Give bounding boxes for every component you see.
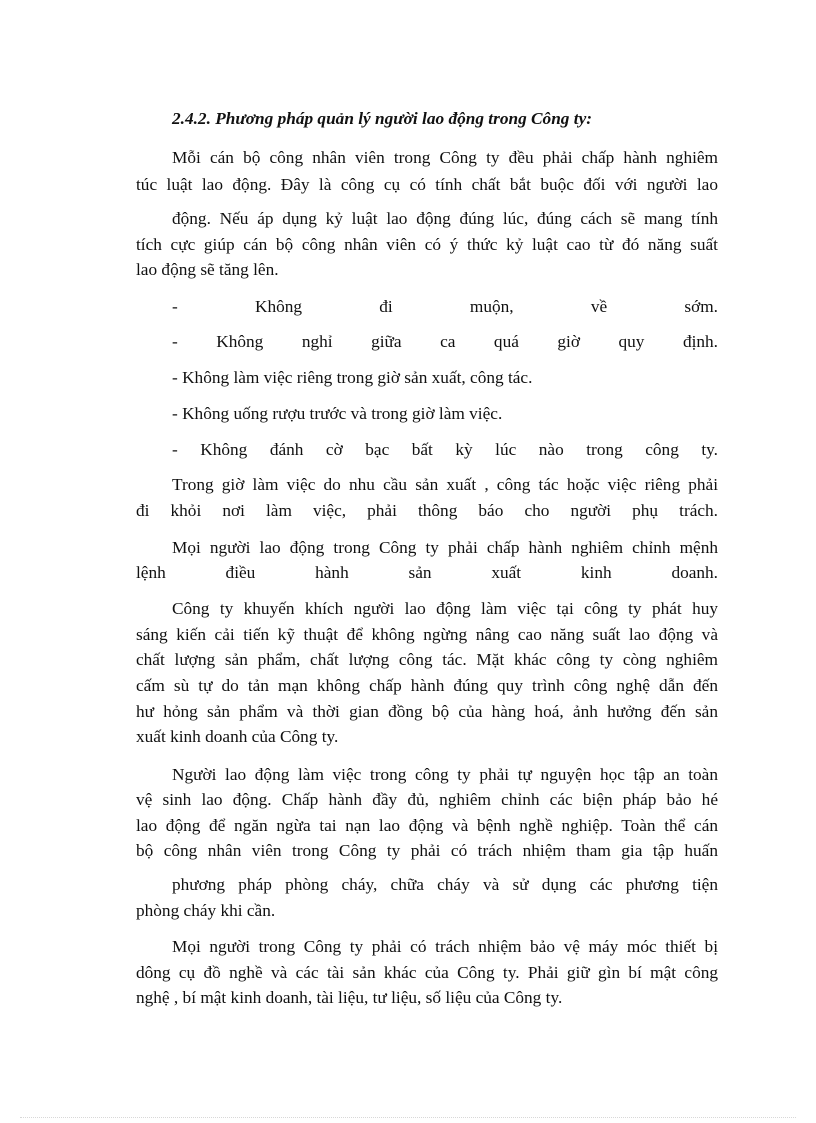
paragraph-line: động. Nếu áp dụng kỷ luật lao động đúng lúc, đúng cách sẽ mang tính [172, 209, 718, 228]
paragraph-line: cấm sù tự do tản mạn không chấp hành đúng quy trình công nghệ dẫn đến [136, 676, 718, 695]
list-item: - Không đánh cờ bạc bất kỳ lúc nào trong công ty. [172, 440, 718, 459]
paragraph-line: phòng cháy khi cần. [136, 901, 276, 920]
section-heading: 2.4.2. Phương pháp quản lý người lao động trong Công ty: [172, 109, 592, 128]
paragraph-line: đi khỏi nơi làm việc, phải thông báo cho người phụ trách. [136, 501, 718, 520]
paragraph-line: Mỗi cán bộ công nhân viên trong Công ty đều phải chấp hành nghiêm [172, 148, 718, 167]
paragraph-line: lệnh điều hành sản xuất kinh doanh. [136, 563, 718, 582]
paragraph-line: tích cực giúp cán bộ công nhân viên có ý thức kỷ luật cao từ đó năng suất [136, 235, 718, 254]
paragraph-line: Công ty khuyến khích người lao động làm việc tại công ty phát huy [172, 599, 718, 618]
paragraph-line: lao động sẽ tăng lên. [136, 260, 279, 279]
paragraph-line: Mọi người lao động trong Công ty phải chấp hành nghiêm chỉnh mệnh [172, 538, 718, 557]
paragraph-line: Người lao động làm việc trong công ty phải tự nguyện học tập an toàn [172, 765, 718, 784]
list-item: - Không đi muộn, về sớm. [172, 297, 718, 316]
paragraph-line: túc luật lao động. Đây là công cụ có tính chất bắt buộc đối với người lao [136, 175, 718, 194]
paragraph-line: hư hỏng sản phẩm và thời gian đồng bộ của hàng hoá, ảnh hưởng đến sản [136, 702, 718, 721]
paragraph-line: Mọi người trong Công ty phải có trách nhiệm bảo vệ máy móc thiết bị [172, 937, 718, 956]
list-item: - Không làm việc riêng trong giờ sản xuất, công tác. [172, 368, 533, 387]
paragraph-line: nghệ , bí mật kinh doanh, tài liệu, tư liệu, số liệu của Công ty. [136, 988, 563, 1007]
paragraph-line: Trong giờ làm việc do nhu cầu sản xuất , công tác hoặc việc riêng phải [172, 475, 718, 494]
paragraph-line: chất lượng sản phẩm, chất lượng công tác. Mặt khác công ty còng nghiêm [136, 650, 718, 669]
paragraph-line: dông cụ đồ nghề và các tài sản khác của Công ty. Phải giữ gìn bí mật công [136, 963, 718, 982]
list-item: - Không uống rượu trước và trong giờ làm việc. [172, 404, 503, 423]
paragraph-line: phương pháp phòng cháy, chữa cháy và sử dụng các phương tiện [172, 875, 718, 894]
paragraph-line: sáng kiến cải tiến kỹ thuật để không ngừng nâng cao năng suất lao động và [136, 625, 718, 644]
page-bottom-divider [20, 1117, 796, 1118]
paragraph-line: lao động để ngăn ngừa tai nạn lao động và bệnh nghề nghiệp. Toàn thể cán [136, 816, 718, 835]
paragraph-line: xuất kinh doanh của Công ty. [136, 727, 339, 746]
paragraph-line: bộ công nhân viên trong Công ty phải có trách nhiệm tham gia tập huấn [136, 841, 718, 860]
list-item: - Không nghỉ giữa ca quá giờ quy định. [172, 332, 718, 351]
paragraph-line: vệ sinh lao động. Chấp hành đầy đủ, nghiêm chỉnh các biện pháp bảo hé [136, 790, 718, 809]
